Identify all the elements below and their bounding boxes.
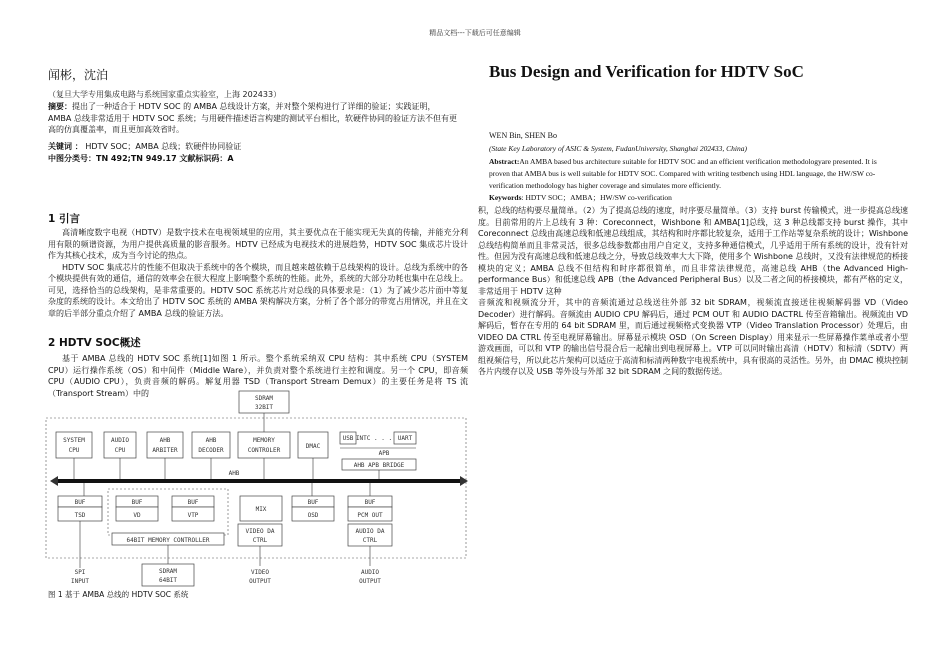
abstract-cn [48,101,458,136]
keywords-cn-text: HDTV SOC；AMBA 总线；软硬件协同验证 [82,142,242,151]
ahb-arbiter-box [147,432,183,458]
paper-title: Bus Design and Verification for HDTV SoC [489,62,804,81]
vd-label: VD [133,512,141,519]
apb-label: APB [378,450,390,457]
intc-label: INTC . . . [355,435,393,442]
section-2-title: 2 HDTV SOC概述 [48,337,141,349]
memory-controller-box [238,432,290,458]
abstract-en-label: Abstract: [489,157,520,166]
audio-cpu-label-1: AUDIO [110,437,130,444]
vtp-label: VTP [187,512,199,519]
video-output-label-2: OUTPUT [249,578,271,585]
figure-caption: 图 1 基于 AMBA 总线的 HDTV SOC 系统 [48,590,189,599]
right-column-body [478,205,908,378]
affiliation-cn: （复旦大学专用集成电路与系统国家重点实验室，上海 202433） [48,90,282,99]
vd-buf-label: BUF [131,499,143,506]
dmac-label: DMAC [305,443,321,450]
ahb-arbiter-label-2: ARBITER [152,447,178,454]
sdram-32bit-label-2: 32BIT [254,404,274,411]
video-da-ctrl-label-2: CTRL [252,537,268,544]
affiliation-en: (State Key Laboratory of ASIC & System, FudanUniversity, Shanghai 202433, China) [489,144,747,153]
sdram-64bit-label-2: 64BIT [158,577,178,584]
keywords-en-label: Keywords [489,193,522,202]
right-paragraph-2: 音频流和视频流分开，其中的音频流通过总线送往外部 32 bit SDRAM，视频流直接送往视频解码器 VD（Video Decoder）进行解码。音频流由 AUDIO CPU 解码后，通过 PCM OUT 和 AUDIO DACTRL 传至音箱输出。视频流由 VD 解码后，暂存在专用的 64 bit SDRAM 里，而后通过视频格式变换器 VTP（Video Translation Processor）处理后，由 VIDEO DA CTRL 传至电视屏幕输出。屏幕显示模块 OSD（On Screen Display）用来显示一些屏幕操作菜单或者小型游戏画面，可以和 VTP 的输出信号混合后一起输出到电视屏幕上。VTP 可以同时输出高清（HDTV）和标清（SDTV）两组视频信号，所以此芯片架构可以适应于高清和标清两种数字电视系统中，具有很高的灵活性。另外，由 DMAC 模块控制各片内缓存以及 USB 等外设与外部 32 bit SDRAM 之间的数据传送。 [478,298,908,376]
right-paragraph-1: 积，总线的结构要尽量简单。（2）为了提高总线的速度，时序要尽量简单。（3）支持 burst 传输模式，进一步提高总线速度。目前常用的片上总线有 3 种：Coreconnect，Wishbone 和 AMBA[1]总线，这 3 种总线都支持 burst 操作，其中 Coreconnect 总线由高速总线和低速总线组成，其结构和时序都比较复杂，适用于工作站等复杂系统的设计；Wishbone 总线结构简单而且非常灵活，很多总线参数都由用户自定义，支持多种通信模式，几乎适用于所有系统的设计，没有针对性。但因为没有高速总线和低速总线之分，导致总线效率大大下降，使用多个 Wishbone 总线时，又没有法律规范的桥接模块的定义；AMBA 总线不但结构和时序都很简单，而且非常法律规范，高速总线 AHB（the Advanced High-performance Bus）和低速总线 APB（the Advanced Peripheral Bus）以及二者之间的桥接模块，都有严格的定义，非常适用于 HDTV 这种 [478,206,908,296]
audio-output-label-1: AUDIO [360,569,380,576]
system-cpu-box [56,432,92,458]
memory-64bit-controller-label: 64BIT MEMORY CONTROLLER [126,537,210,544]
keywords-en [489,192,672,204]
abstract-en-text: An AMBA based bus architecture suitable for HDTV SOC and an efficient verification methodologyare presented. It is proven that AMBA bus is well suitable for HDTV SOC. Compared with writing testbench using HDL language, the HW/SW co-verification methodology has higher coverage and simulates more efficiently. [489,157,877,190]
audio-cpu-box [104,432,136,458]
video-output-label-1: VIDEO [250,569,270,576]
audio-cpu-label-2: CPU [114,447,126,454]
video-da-ctrl-label-1: VIDEO DA [245,528,275,535]
audio-output-label-2: OUTPUT [359,578,381,585]
pcm-out-label: PCM OUT [357,512,383,519]
authors-en: WEN Bin, SHEN Bo [489,131,557,140]
abstract-cn-text: 提出了一种适合于 HDTV SOC 的 AMBA 总线设计方案，并对整个架构进行了详细的验证；实践证明，AMBA 总线非常适用于 HDTV SOC 系统；与用硬件描述语言构建的测试平台相比，软硬件协同的验证方法不但有更高的仿真覆盖率，而且更加高效省时。 [48,102,457,134]
pcm-buf-label: BUF [364,499,376,506]
memory-controller-label-1: MEMORY [253,437,275,444]
usb-label: USB [342,435,354,442]
spi-input-label-1: SPI [74,569,86,576]
audio-da-ctrl-label-1: AUDIO DA [355,528,385,535]
section-1-paragraph-1: 高清晰度数字电视（HDTV）是数字技术在电视领域里的应用，其主要优点在于能实现无失真的传输，并能充分利用有限的频谱资源，为用户提供高质量的影音服务。HDTV 已经成为电视技术的进展趋势，HDTV SOC 集成芯片设计作为其核心技术，成为当今讨论的热点。 [48,228,468,260]
ahb-bus-arrow-left [50,476,58,486]
mix-label: MIX [255,506,267,513]
system-cpu-label-1: SYSTEM [63,437,85,444]
spi-input-label-2: INPUT [70,578,90,585]
classification-line: 中图分类号：TN 492;TN 949.17 文献标识码：A [48,154,234,163]
osd-label: OSD [307,512,319,519]
section-2-paragraph-1: 基于 AMBA 总线的 HDTV SOC 系统[1]如图 1 所示。整个系统采纳双 CPU 结构：其中系统 CPU（SYSTEM CPU）运行操作系统（OS）和中间件（Middle Ware），并负责对整个系统进行主控和调度。另一个 CPU，即音频 CPU（AUDIO CPU），负责音频的解码。解复用器 TSD（Transport Stream Demux）的主要任务是将 TS 流（Transport Stream）中的 [48,354,468,398]
ahb-label: AHB [228,470,240,477]
keywords-en-text: : HDTV SOC；AMBA；HW/SW co-verification [521,193,672,202]
tsd-buf-label: BUF [74,499,86,506]
section-1-body [48,227,468,319]
system-cpu-label-2: CPU [68,447,80,454]
ahb-decoder-box [192,432,230,458]
section-1-paragraph-2: HDTV SOC 集成芯片的性能不但取决于系统中的各个模块，而且越来越依赖于总线架构的设计。总线为系统中的各个模块提供有效的通信，通信的效率会在很大程度上影响整个系统的性能。此外，系统的大部分功耗也集中在总线上。可见，选择恰当的总线架构，是非常重要的。HDTV SOC 系统芯片对总线的具体要求是：（1）为了减少芯片面中等复杂度的系统的设计。本文给出了 HDTV SOC 系统的 AMBA 架构解决方案，分析了各个部分的带宽占用情况，并且在文章的后半部分重点介绍了 AMBA 总线的验证方法。 [48,262,468,318]
osd-buf-label: BUF [307,499,319,506]
ahb-decoder-label-1: AHB [205,437,217,444]
sdram-32bit-label-1: SDRAM [254,395,274,402]
tsd-label: TSD [74,512,86,519]
authors-cn: 闻彬，沈泊 [48,68,109,82]
ahb-decoder-label-2: DECODER [198,447,224,454]
hdtv-soc-block-diagram [44,390,474,588]
abstract-en [489,156,884,192]
abstract-cn-label: 摘要： [48,102,72,111]
page-watermark: 精品文档---下载后可任意编辑 [429,29,521,37]
ahb-apb-bridge-label: AHB APB BRIDGE [353,462,405,469]
ahb-bus-arrow-right [460,476,468,486]
ahb-arbiter-label-1: AHB [159,437,171,444]
audio-da-ctrl-label-2: CTRL [362,537,378,544]
section-1-title: 1 引言 [48,213,80,225]
keywords-cn [48,141,458,153]
vtp-buf-label: BUF [187,499,199,506]
keywords-cn-label: 关键词 ： [48,142,83,151]
sdram-64bit-label-1: SDRAM [158,568,178,575]
uart-label: UART [397,435,413,442]
memory-controller-label-2: CONTROLER [247,447,281,454]
